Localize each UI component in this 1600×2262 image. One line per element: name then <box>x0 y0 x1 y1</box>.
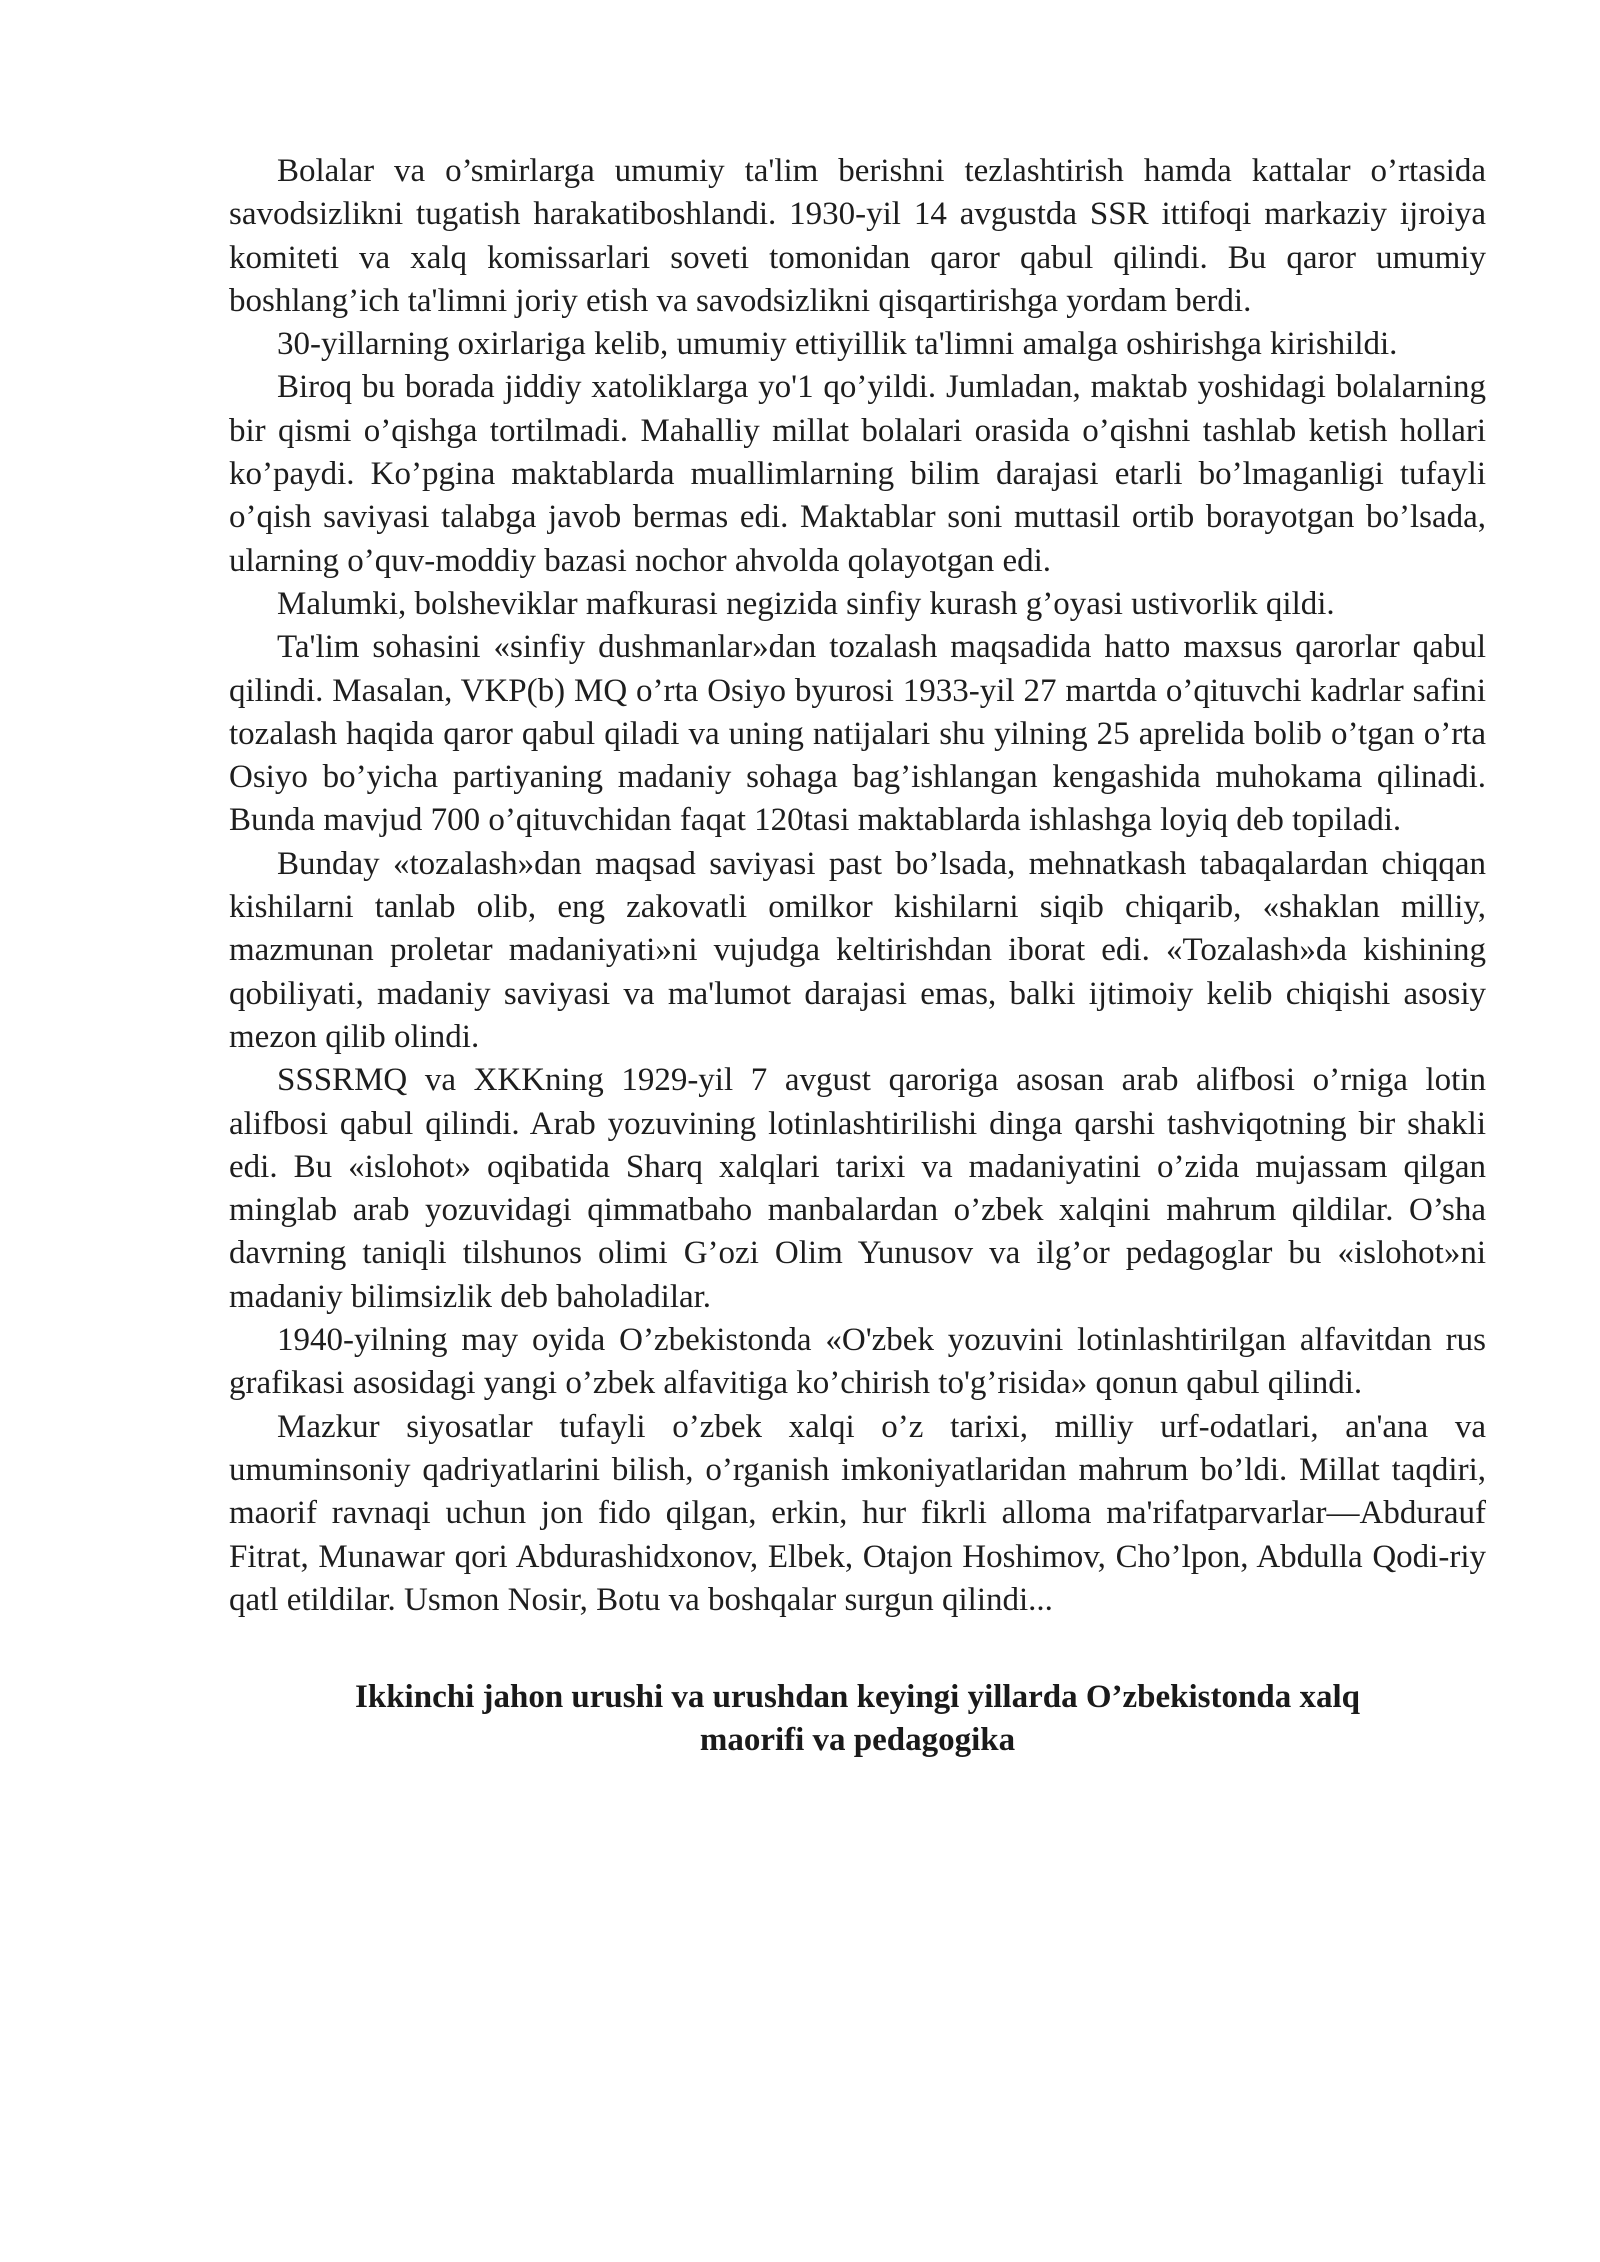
paragraph-seven-year-education: 30-yillarning oxirlariga kelib, umumiy ettiyillik ta'limni amalga oshirishga kirishildi. <box>277 326 1398 363</box>
paragraph-repressions: Mazkur siyosatlar tufayli o’zbek xalqi o’z tarixi, milliy urf-odatlari, an'ana va umuminsoniy qadriyatlarini bilish, o’rganish imkoniyatlaridan mahrum bo’ldi. Millat taqdiri, maorif ravnaqi uchun jon fido qilgan, erkin, hur fikrli alloma ma'rifatparvarlar—Abdurauf Fitrat, Munawar qori Abdurashidxonov, Elbek, Otajon Hoshimov, Cho’lpon, Abdulla Qodi-riy qatl etildilar. Usmon Nosir, Botu va boshqalar surgun qilindi... <box>229 1408 1486 1618</box>
paragraph-latin-alphabet: SSSRMQ va XKKning 1929-yil 7 avgust qaroriga asosan arab alifbosi o’rniga lotin alifbosi qabul qilindi. Arab yozuvining lotinlashtirilishi dinga qarshi tashviqotning bir shakli edi. Bu «islohot» oqibatida Sharq xalqlari tarixi va madaniyatini o’zida mujassam qilgan minglab arab yozuvidagi qimmatbaho manbalardan o’zbek xalqini mahrum qildilar. O’sha davrning taniqli tilshunos olimi G’ozi Olim Yunusov va ilg’or pedagoglar bu «islohot»ni madaniy bilimsizlik deb baholadilar. <box>229 1062 1486 1315</box>
document-page <box>229 150 1486 1762</box>
paragraph-literacy-campaign: Bolalar va o’smirlarga umumiy ta'lim berishni tezlashtirish hamda kattalar o’rtasida savodsizlikni tugatish harakatiboshlandi. 1930-yil 14 avgustda SSR ittifoqi markaziy ijroiya komiteti va xalq komissarlari soveti tomonidan qaror qabul qilindi. Bu qaror umumiy boshlang’ich ta'limni joriy etish va savodsizlikni qisqartirishga yordam berdi. <box>229 153 1486 319</box>
paragraph-cyrillic-alphabet: 1940-yilning may oyida O’zbekistonda «O'zbek yozuvini lotinlashtirilgan alfavitdan rus grafikasi asosidagi yangi o’zbek alfavitiga ko’chirish to'g’risida» qonun qabul qilindi. <box>229 1322 1486 1402</box>
paragraph-shortcomings: Biroq bu borada jiddiy xatoliklarga yo'1 qo’yildi. Jumladan, maktab yoshidagi bolalarning bir qismi o’qishga tortilmadi. Mahalliy millat bolalari orasida o’qishni tashlab ketish hollari ko’paydi. Ko’pgina maktablarda muallimlarning bilim darajasi etarli bo’lmaganligi tufayli o’qish saviyasi talabga javob bermas edi. Maktablar soni muttasil ortib borayotgan bo’lsada, ularning o’quv-moddiy bazasi nochor ahvolda qolayotgan edi. <box>229 369 1486 579</box>
paragraph-purge-resolutions: Ta'lim sohasini «sinfiy dushmanlar»dan tozalash maqsadida hatto maxsus qarorlar qabul qilindi. Masalan, VKP(b) MQ o’rta Osiyo byurosi 1933-yil 27 martda o’qituvchi kadrlar safini tozalash haqida qaror qabul qiladi va uning natijalari shu yilning 25 aprelida bolib o’tgan o’rta Osiyo bo’yicha partiyaning madaniy sohaga bag’ishlangan kengashida muhokama qilinadi. Bunda mavjud 700 o’qituvchidan faqat 120tasi maktablarda ishlashga loyiq deb topiladi. <box>229 629 1486 839</box>
paragraph-purge-goals: Bunday «tozalash»dan maqsad saviyasi past bo’lsada, mehnatkash tabaqalardan chiqqan kishilarni tanlab olib, eng zakovatli omilkor kishilarni siqib chiqarib, «shaklan milliy, mazmunan proletar madaniyati»ni vujudga keltirishdan iborat edi. «Tozalash»da kishining qobiliyati, madaniy saviyasi va ma'lumot darajasi emas, balki ijtimoiy kelib chiqishi asosiy mezon qilib olindi. <box>229 845 1486 1055</box>
paragraph-class-struggle: Malumki, bolsheviklar mafkurasi negizida sinfiy kurash g’oyasi ustivorlik qildi. <box>277 585 1335 622</box>
section-heading-line1: Ikkinchi jahon urushi va urushdan keyingi yillarda O’zbekistonda xalq <box>355 1679 1360 1716</box>
section-heading <box>229 1676 1486 1762</box>
section-heading-line2: maorifi va pedagogika <box>699 1722 1016 1759</box>
